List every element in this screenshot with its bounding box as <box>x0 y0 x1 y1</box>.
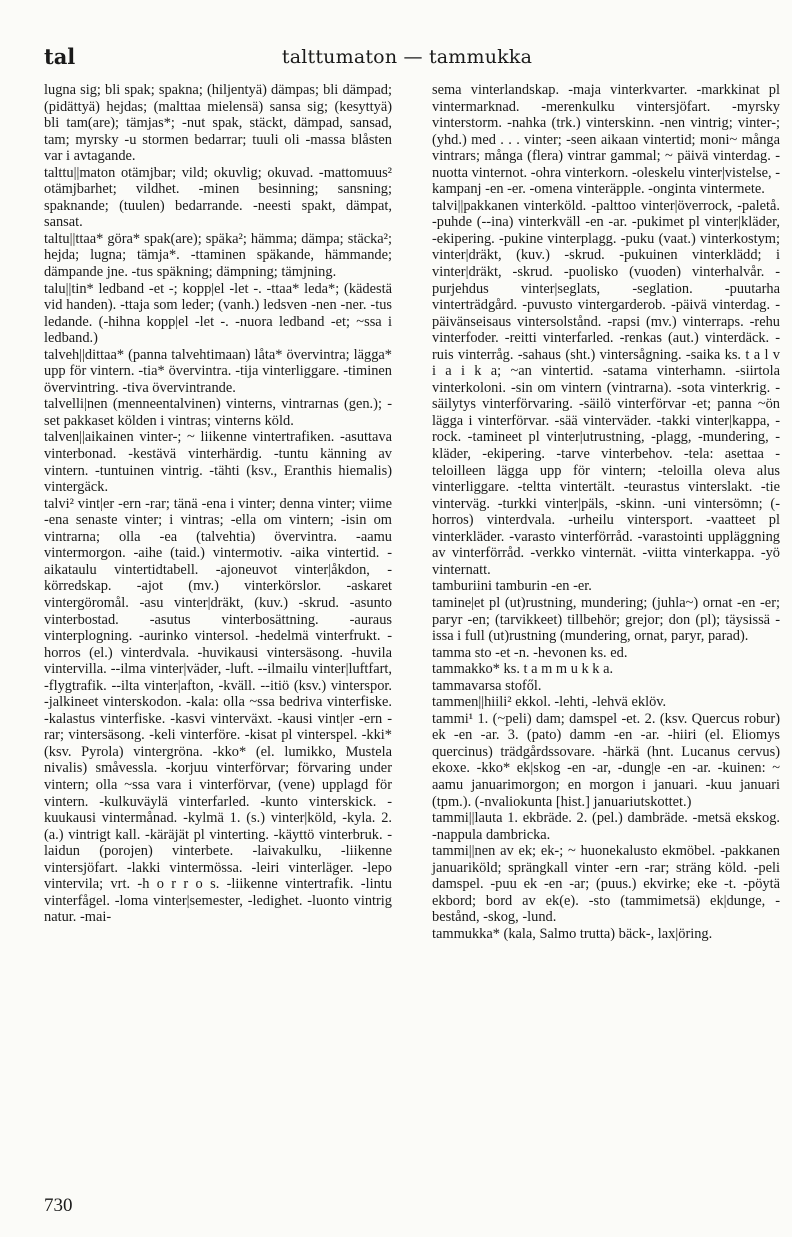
entry-tammakko: tammakko* ks. t a m m u k k a. <box>432 661 614 678</box>
entry-talttumaton: talttu||maton otämjbar; vild; okuvlig; okuvad. -mattomuus² otämjbarhet; vildhet. -minen besinning; sansning; spaknande; (tuulen) bedarrande. -neesti spakt, dämpat, sansat. <box>44 164 392 231</box>
entry-tammenhiili: tammen||hiili² ekkol. -lehti, -lehvä eklöv. <box>432 694 667 711</box>
entry-talvellinen: talvelli|nen (menneentalvinen) vinterns, vintrarnas (gen.); -set pakkaset kölden i vintras; vinterns köld. <box>44 396 392 429</box>
left-column <box>44 82 392 926</box>
entry-talvenaikainen: talven||aikainen vinter-; ~ liikenne vintertrafiken. -asuttava vinterbonad. -kestävä vinterhärdig. -tuntu känning av vintern. -tuntuinen vintrig. -tähti (ksv., Eranthis hiemalis) vintergäck. <box>44 429 392 496</box>
entry-talvimaisema: sema vinterlandskap. -maja vinterkvarter. -markkinat pl vintermarknad. -merenkulku vintersjöfart. -myrsky vinterstorm. -nahka (trk.) vinterskinn. -nen vintrig; vinter-; (yhd.) med . . . vinter; -seen aikaan vintertid; moni~ många vintrars; många (flera) vintrar gammal; ~ päivä vinterdag. -nuotta vinternot. -ohra vinterkorn. -oleskelu vinter|vistelse, -kampanj -en -er. -omena vinteräpple. -onginta vintermete. <box>432 82 780 198</box>
entry-tamineet: tamine|et pl (ut)rustning, mundering; (juhla~) ornat -en -er; paryr -en; (tarvikkeet) tillbehör; grejor; don (pl); täysissä -issa i full (ut)rustning (mundering, ornat, paryr, parad). <box>432 594 780 645</box>
entry-tamminen: tammi||nen av ek; ek-; ~ huonekalusto ekmöbel. -pakkanen januariköld; sprängkall vinter -ern -rar; sträng köld. -peli damspel. -puu ek -en -ar; (puus.) ekvirke; eke -t. -pöytä ekbord; bord av ek(e). -sto (tammimetsä) ek|dunge, -bestånd, -skog, -lund. <box>432 843 780 926</box>
entry-tamma: tamma sto -et -n. -hevonen ks. ed. <box>432 644 628 661</box>
right-column <box>432 82 780 942</box>
entry-tammukka: tammukka* (kala, Salmo trutta) bäck-, lax|öring. <box>432 925 713 942</box>
page-number: 730 <box>44 1195 73 1216</box>
entry-taltuttaa: taltu||ttaa* göra* spak(are); späka²; hämma; dämpa; stäcka²; hejda; lugna; tämja*. -ttaminen späkande, hämmande; dämpande jne. -tus späkning; dämpning; tämjning. <box>44 230 392 281</box>
entry-talvi: talvi² vint|er -ern -rar; tänä -ena i vinter; denna vinter; viime -ena senaste vinter; i vintras; -ella om vintern; -isin om vintrarna; olla -ea (talvehtia) övervintra. -aamu vintermorgon. -aihe (taid.) vintermotiv. -aika vintertid. -aikataulu vintertidtabell. -ajoneuvot vinter|åkdon, -körredskap. -ajot (mv.) vinterkörslor. -askaret vintergöromål. -asu vinter|dräkt, (kuv.) -skrud. -asunto vinterbostad. -asutus vinterbosättning. -auraus vinterplogning. -aurinko vintersol. -hedelmä vinterfrukt. -horros (el.) vinterdvala. -huvikausi vintersäsong. -huvila vintervilla. --ilma vinter|väder, -luft. --ilmailu vinter|luftfart, -flygtrafik. --ilta vinter|afton, -kväll. --itiö (ksv.) vinterspor. -jalkineet vinterskodon. -kala: olla ~ssa bedriva vinterfiske. -kalastus vinterfiske. -kasvi vinterväxt. -kausi vint|er -ern -rar; vintersäsong. -keli vinterföre. -kisat pl vinterspel. -kki* (ksv. Pyrola) vintergröna. -kko* (el. lumikko, Mustela nivalis) småvessla. -korjuu vinterförvar; förvaring under vintern; olla ~ssa vara i vinterförvar, (vene) upplagd för vintern. -kulkuväylä vinterfarled. -kunto vinterskick. -kuukausi vintermånad. -kylmä 1. (s.) vinter|köld, -kyla. 2. (a.) vintrigt kall. -käräjät pl vinterting. -käyttö vinterbruk. -laidun (porojen) vinterbete. -laivakulku, -liikenne vintersjöfart. -lakki vintermössa. -leiri vinterläger. -lepo vintervila; vrt. -h o r r o s. -liikenne vintertrafik. -lintu vinterfågel. -loma vinter|semester, -ledighet. -luonto vintrig natur. -mai- <box>44 495 392 926</box>
entry-tammavarsa: tammavarsa stofől. <box>432 677 542 694</box>
entry-tammi: tammi¹ 1. (~peli) dam; damspel -et. 2. (ksv. Quercus robur) ek -en -ar. 3. (pato) damm -en -ar. -hiiri (el. Eliomys quercinus) trädgårdssovare. -härkä (hnt. Lucanus cervus) ekoxe. -kko* ek|skog -en -ar, -dung|e -en -ar. -kuinen: ~ aamu januarimorgon; en morgon i januari. -kuu januari (tpm.). (-nvaliokunta [hist.] januariutskottet.) <box>432 710 780 810</box>
entry-talvehdittaa: talveh||dittaa* (panna talvehtimaan) låta* övervintra; lägga* upp för vintern. -tia* övervintra. -tija vinterliggare. -timinen övervintring. -tiva övervintrande. <box>44 346 392 396</box>
entry-talutin: talu||tin* ledband -et -; kopp|el -let -. -ttaa* leda*; (kädestä vid handen). -ttaja som leder; (vanh.) ledsven -nen -ner. -tus ledande. (-hihna kopp|el -let -. -nuora ledband -et; ~ssa i ledband.) <box>44 280 392 347</box>
entry-tammilauta: tammi||lauta 1. ekbräde. 2. (pel.) dambräde. -metsä ekskog. -nappula dambricka. <box>432 810 780 843</box>
guide-headword: tal <box>44 44 76 69</box>
page-header <box>44 44 770 74</box>
entry-talvipakkanen: talvi||pakkanen vinterköld. -palttoo vinter|överrock, -paletå. -puhde (--ina) vinterkväll -en -ar. -pukimet pl vinter|kläder, -ekipering. -pukine vinterplagg. -puku (vaat.) vinterkostym; vinter|dräkt, (kuv.) -skrud. -pukuinen vinterklädd; i vinter|dräkt, -skrud. -puolisko (vuoden) vinterhalvår. -purjehdus vinter|seglats, -seglation. -puutarha vinterträdgård. -puvusto vintergarderob. -päivä vinterdag. -päivänseisaus vintersolstånd. -rapsi (mv.) vinterraps. -rehu vinterfoder. -reitti vinterfarled. -renkas (aut.) vinterdäck. -ruis vinterråg. -sahaus (sht.) vintersågning. -saika ks. t a l v i a i k a; ~an vintertid. -satama vinterhamn. -siirtola vinterkoloni. -sin om vintern (vintrarna). -sota vinterkrig. -säilytys vinterförvaring. -säilö vinterförvar -et; panna ~ön lägga i vinterförvar. -sää vinterväder. -takki vinter|kappa, -rock. -tamineet pl vinter|utrustning, -plagg, -mundering, -kläder, -ekipering. -tarve vinterbehov. -tela: asettaa -teloilleen lägga upp för vintern; -teloilla oleva alus vinterliggare. -teltta vintertält. -teurastus vinterslakt. -tie vinterväg. -turkki vinter|päls, -skinn. -uni vintersömn; (-horros) vinterdvala. -urheilu vintersport. -vaatteet pl vinterkläder. -varasto vinterförråd. -varastointi uppläggning av vinterförråd. -verkko vinternät. -viitta vinterkappa. -yö vinternatt. <box>432 197 780 578</box>
entry-tamburiini: tamburiini tamburin -en -er. <box>432 578 592 595</box>
running-title: talttumaton — tammukka <box>281 46 533 68</box>
entry-lugna-sig: lugna sig; bli spak; spakna; (hiljentyä) dämpas; bli dämpad; (pidättyä) hejdas; (malttaa mielensä) sansa sig; (kesyttyä) bli tam(are); tämjas*; -nut spak, stäckt, dämpad, sansad, tam; myrsky -u stormen bedarrar; tuuli oli -massa blåsten var i avtagande. <box>44 82 392 165</box>
